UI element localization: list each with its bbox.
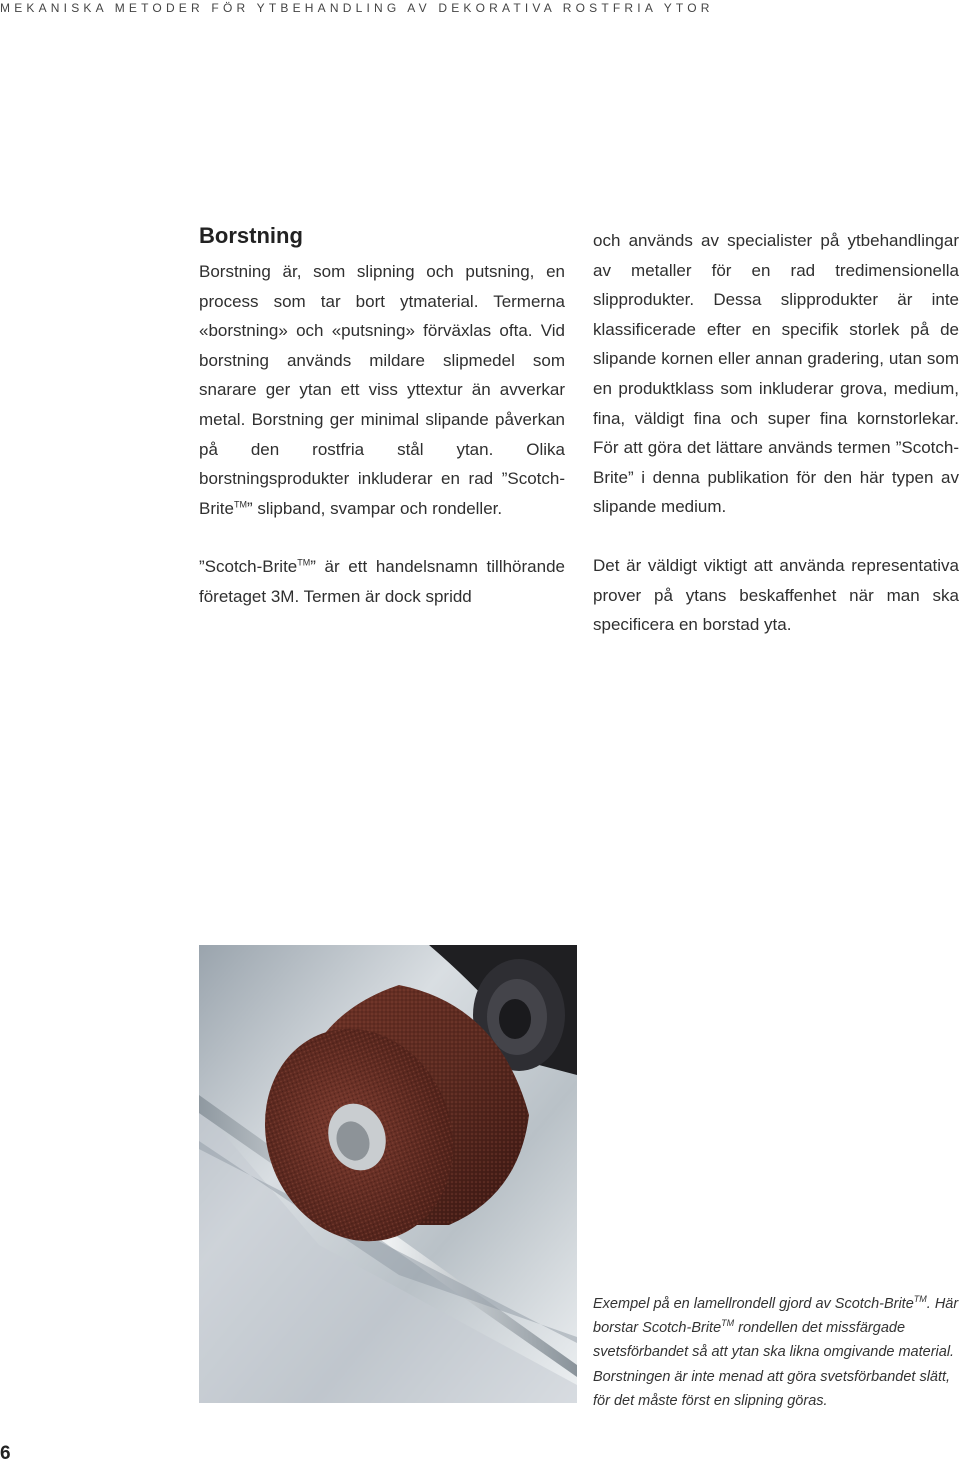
left-column bbox=[199, 257, 565, 612]
running-header: MEKANISKA METODER FÖR YTBEHANDLING AV DEKORATIVA ROSTFRIA YTOR bbox=[0, 1, 714, 15]
caption-trademark-sup: TM bbox=[721, 1318, 735, 1329]
intro-text-end: ” slipband, svampar och rondeller. bbox=[246, 498, 503, 518]
paragraph-continued: och används av specialister på ytbehandlingar av metaller för en rad tredimensionella slipprodukter. Dessa slipprodukter är inte klassificerade efter en specifik storlek på de slipande kornen eller annan gradering, utan som en produktklass som inkluderar grova, medium, fina, väldigt fina och super fina kornstorlekar. För att göra det lättare används termen ”Scotch-Brite” i denna publikation för den här typen av slipande medium. bbox=[593, 231, 959, 517]
right-column bbox=[593, 226, 959, 640]
intro-text: Borstning är, som slipning och putsning, en process som tar bort ytmaterial. Termerna «borstning» och «putsning» förväxlas ofta. Vid borstning används mildare slipmedel som snarare ger ytan ett viss yttextur än avverkar metal. Borstning ger minimal slipande påverkan på den rostfria stål ytan. Olika borstningsprodukter inkluderar en rad ”Scotch-Brite bbox=[199, 262, 565, 518]
caption-text-start: Exempel på en lamellrondell gjord av Scotch-Brite bbox=[593, 1296, 914, 1312]
paragraph-trademark bbox=[199, 552, 565, 611]
trademark-sup: TM bbox=[233, 499, 247, 510]
caption-text-mid: . Här borstar Scotch-Brite bbox=[593, 1296, 959, 1337]
trademark-text-start: ”Scotch-Brite bbox=[199, 557, 298, 577]
page-number: 6 bbox=[0, 1443, 11, 1464]
paragraph-samples: Det är väldigt viktigt att använda representativa prover på ytans beskaffenhet när man ska specificera en borstad yta. bbox=[593, 555, 959, 635]
section-heading: Borstning bbox=[199, 223, 303, 248]
caption-text-end: rondellen det missfärgade svetsförbandet så att ytan ska likna omgivande material. Borstningen är inte menad att göra svetsförbandet slätt, för det måste först en slipning göras. bbox=[593, 1320, 955, 1409]
photo-caption bbox=[593, 1292, 959, 1413]
paragraph-intro bbox=[199, 257, 565, 523]
trademark-text-end: ” är ett handelsnamn tillhörande företaget 3M. Termen är dock spridd bbox=[199, 557, 565, 606]
caption-trademark-sup: TM bbox=[913, 1294, 927, 1305]
trademark-sup: TM bbox=[297, 557, 311, 568]
flap-wheel-photo bbox=[199, 945, 577, 1403]
